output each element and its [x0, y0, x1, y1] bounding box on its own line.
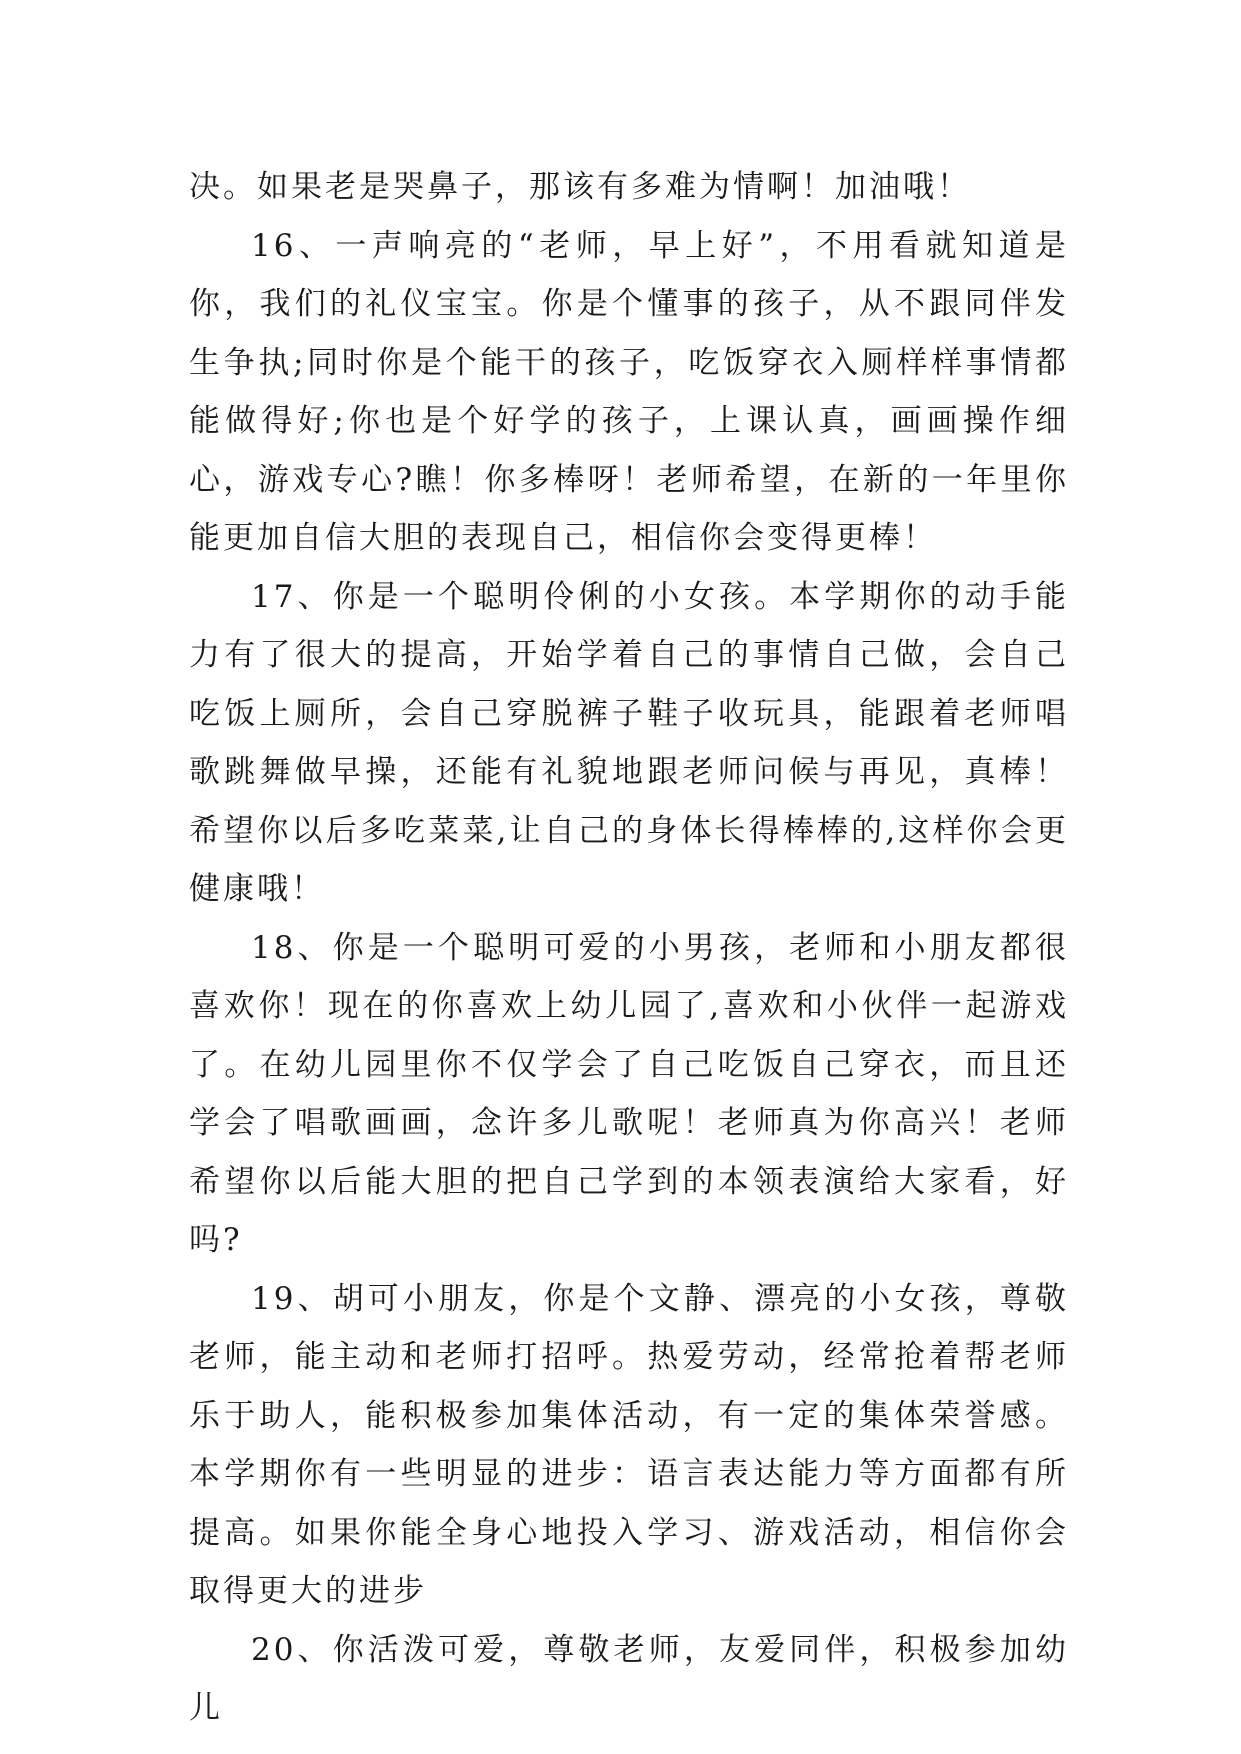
paragraph-16: 16、一声响亮的“老师，早上好”，不用看就知道是你，我们的礼仪宝宝。你是个懂事的孩子，从不跟同伴发生争执;同时你是个能干的孩子，吃饭穿衣入厕样样事情都能做得好;你也是个好学的孩子，上课认真，画画操作细心，游戏专心?瞧！你多棒呀！老师希望，在新的一年里你能更加自信大胆的表现自己，相信你会变得更棒！ [189, 227, 1069, 556]
paragraph-20: 20、你活泼可爱，尊敬老师，友爱同伴，积极参加幼儿 [189, 1631, 1069, 1726]
document-body [189, 158, 1069, 1738]
paragraph-19: 19、胡可小朋友，你是个文静、漂亮的小女孩，尊敬老师，能主动和老师打招呼。热爱劳动，经常抢着帮老师乐于助人，能积极参加集体活动，有一定的集体荣誉感。本学期你有一些明显的进步：语言表达能力等方面都有所提高。如果你能全身心地投入学习、游戏活动，相信你会取得更大的进步 [189, 1280, 1069, 1609]
paragraph-18: 18、你是一个聪明可爱的小男孩，老师和小朋友都很喜欢你！现在的你喜欢上幼儿园了,喜欢和小伙伴一起游戏了。在幼儿园里你不仅学会了自己吃饭自己穿衣，而且还学会了唱歌画画，念许多儿歌呢！老师真为你高兴！老师希望你以后能大胆的把自己学到的本领表演给大家看，好吗? [189, 929, 1069, 1258]
paragraph-17: 17、你是一个聪明伶俐的小女孩。本学期你的动手能力有了很大的提高，开始学着自己的事情自己做，会自己吃饭上厕所，会自己穿脱裤子鞋子收玩具，能跟着老师唱歌跳舞做早操，还能有礼貌地跟老师问候与再见，真棒！希望你以后多吃菜菜,让自己的身体长得棒棒的,这样你会更健康哦！ [189, 578, 1069, 907]
paragraph-continuation: 决。如果老是哭鼻子，那该有多难为情啊！加油哦！ [189, 169, 971, 205]
